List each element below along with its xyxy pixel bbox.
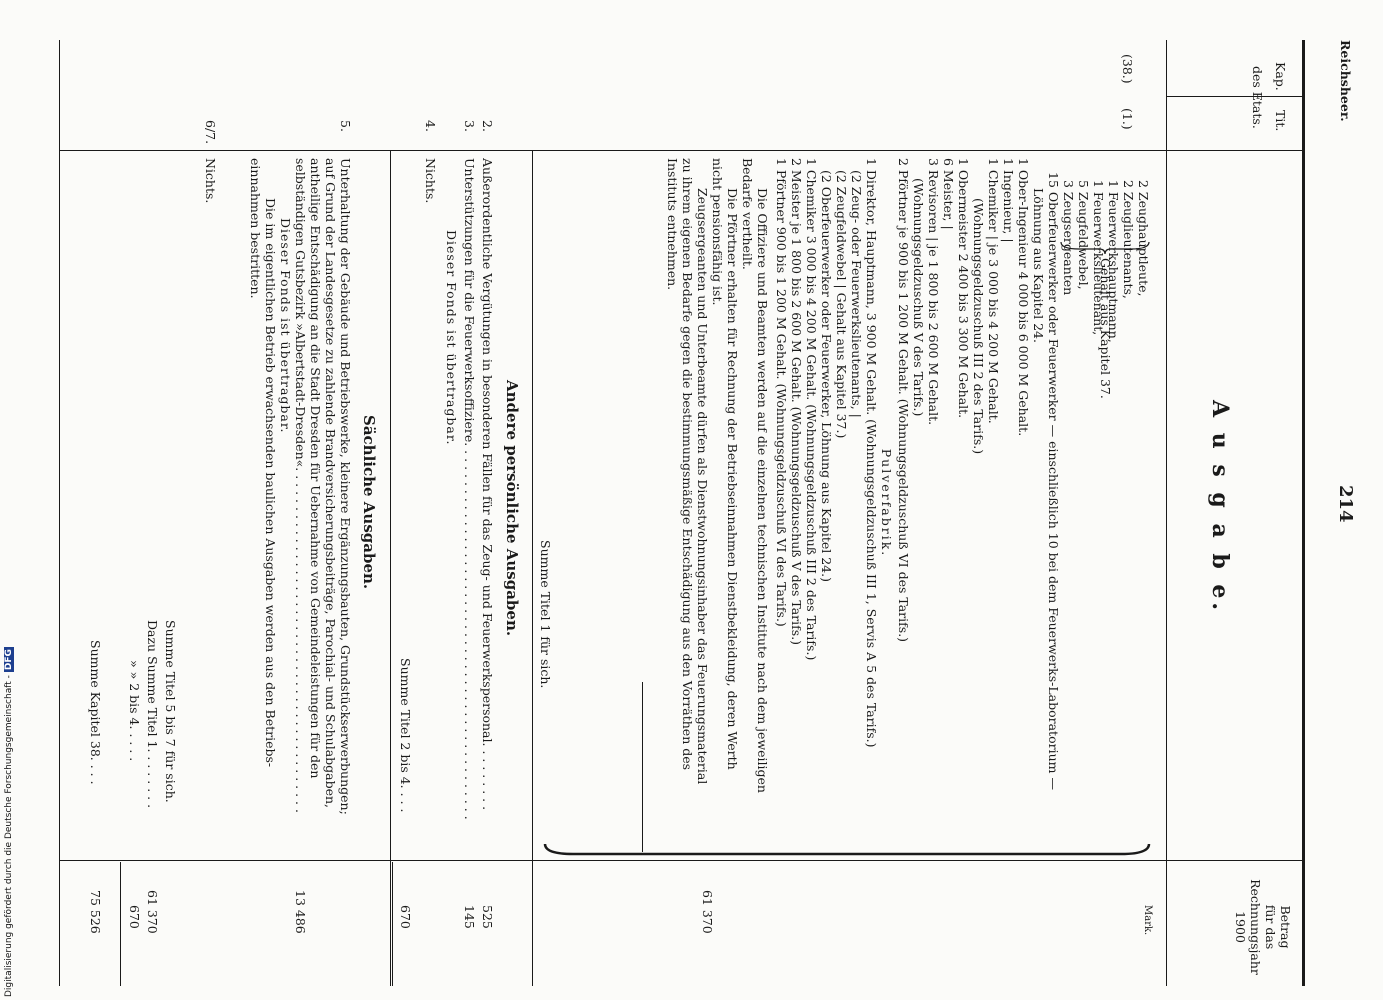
sum-dazu-1: Dazu Summe Titel 1. . . . . . . .	[145, 620, 160, 809]
text-line: 1 Ober-Ingenieur 4 000 bis 6 000 M Gehalt.	[1016, 158, 1031, 437]
col-betrag-line: Betrag	[1278, 905, 1293, 949]
text-line: 1 Obermeister 2 400 bis 3 300 M Gehalt.	[956, 158, 971, 419]
text-line: Löhnung aus Kapitel 24.	[1031, 188, 1046, 343]
bottom-rule	[59, 40, 60, 986]
titel-67-text: Nichts.	[203, 158, 218, 204]
section-title: A u s g a b e.	[1207, 400, 1233, 615]
section-rule	[532, 150, 533, 986]
top-rule	[1302, 40, 1305, 986]
sum-kapitel-38-value: 75 526	[88, 890, 103, 934]
col-tit: Tit.	[1273, 110, 1288, 132]
running-head: Reichsheer.	[1338, 40, 1353, 122]
titel-2-text: Außerordentliche Vergütungen in besonderen Fällen für das Zeug- und Feuerwerkspersonal. . . . . . . . .	[480, 158, 495, 811]
text-line: 2 Pförtner je 900 bis 1 200 M Gehalt. (Wohnungsgeldzuschuß VI des Tarifs.)	[896, 158, 911, 643]
sum-rule	[120, 862, 121, 986]
titel-1-body	[665, 158, 1151, 848]
text-line: 6 Meister, |	[941, 158, 956, 230]
sum-dazu-1-value: 61 370	[145, 890, 160, 934]
sachliche-heading: Sächliche Ausgaben.	[360, 415, 378, 590]
col-divider-right	[60, 860, 1305, 861]
sum-dazu-2-4: » » 2 bis 4. . . . .	[127, 660, 142, 762]
text-line: zu ihrem eigenen Bedarfe gegen die bestimmungsmäßige Entschädigung aus den Vorräthen des	[680, 158, 695, 771]
col-divider-left	[60, 150, 1305, 151]
dfg-logo-icon: DFG	[4, 649, 14, 671]
kap-number: (38.)	[1120, 54, 1135, 84]
text-line: (2 Zeugfeldwebel | Gehalt aus Kapitel 37.)	[834, 170, 849, 439]
text-line: Bedarfe vertheilt.	[740, 158, 755, 270]
col-betrag-line: 1900	[1233, 911, 1248, 943]
sum-titel-2-4-value: 670	[398, 905, 413, 929]
text-line: 1 Ingenieur, |	[1001, 158, 1016, 243]
titel-4-number: 4.	[423, 120, 438, 132]
bracket-icon	[543, 842, 1151, 858]
text-line: Dieser Fonds ist übertragbar.	[278, 218, 293, 434]
titel-3-note: Dieser Fonds ist übertragbar.	[444, 230, 459, 446]
sum-titel-1: Summe Titel 1 für sich.	[538, 540, 553, 689]
col-kap: Kap.	[1273, 62, 1288, 91]
text-line: einnahmen bestritten.	[248, 158, 263, 299]
text-line: auf Grund der Landesgesetze zu zahlende Brandversicherungsbeiträge, Parochial- und Schulabgaben,	[323, 158, 338, 809]
text-line: (2 Oberfeuerwerker oder Feuerwerker, Löhnung aus Kapitel 24.)	[819, 170, 834, 582]
text-line: Zeugsergeanten und Unterbeamte dürfen als Dienstwohnungsinhaber das Feuerungsmaterial	[695, 188, 710, 785]
header-bottom-rule	[1166, 40, 1167, 986]
text-line: 1 Chemiker 3 000 bis 4 200 M Gehalt. (Wohnungsgeldzuschuß III 2 des Tarifs.)	[804, 158, 819, 661]
text-line: 1 Direktor, Hauptmann, 3 900 M Gehalt. (Wohnungsgeldzuschuß III 1, Servis A 5 des Tarifs.)	[864, 158, 879, 748]
brace-icon	[1059, 240, 1151, 256]
col-betrag	[1233, 872, 1293, 982]
text-line: Instituts entnehmen.	[665, 158, 680, 291]
titel-3-text: Unterstützungen für die Feuerwerksoffiziere. . . . . . . . . . . . . . . . . . . . . . . . . . . . . . . . . . . . . . . . . . . . . . . .	[462, 158, 477, 820]
titel-2-value: 525	[480, 905, 495, 929]
tit-number: (1.)	[1120, 108, 1135, 130]
titel-67-number: 6/7.	[203, 120, 218, 145]
sum-rule	[642, 682, 643, 852]
col-divider-kap-tit	[1167, 96, 1303, 97]
text-line: 1 Feuerwerkshauptmann,	[1106, 180, 1121, 343]
titel-5-value: 13 486	[293, 890, 308, 934]
text-line: selbständigen Gutsbezirk »Albertstadt-Dresden«. . . . . . . . . . . . . . . . . . . . . . . . . . . . . . . . . . . . . . . . . . . .	[293, 158, 308, 813]
andere-heading: Andere persönliche Ausgaben.	[503, 380, 521, 637]
sum-titel-2-4: Summe Titel 2 bis 4. . . .	[398, 658, 413, 813]
pulverfabrik-heading: Pulverfabrik.	[879, 448, 894, 558]
text-line: 1 Feuerwerkslieutenant,	[1091, 180, 1106, 336]
text-line: 2 Zeughauptleute,	[1136, 180, 1151, 297]
brace-right-label: Gehalt aus Kapitel 37.	[1098, 258, 1113, 399]
col-betrag-line: Rechnungsjahr	[1248, 879, 1263, 975]
text-line: (Wohnungsgeldzuschuß V des Tarifs.)	[911, 178, 926, 417]
titel-3-value: 145	[462, 905, 477, 929]
text-line: 1 Chemiker | je 3 000 bis 4 200 M Gehalt.	[986, 158, 1001, 424]
titel-2-number: 2.	[480, 120, 495, 132]
titel-1-value: 61 370	[700, 890, 715, 934]
text-line: 2 Zeuglieutenants,	[1121, 180, 1136, 299]
col-mark: Mark.	[1142, 905, 1153, 936]
titel-3-number: 3.	[462, 120, 477, 132]
text-line: Die im eigentlichen Betrieb erwachsenden baulichen Ausgaben werden aus den Betriebs-	[263, 198, 278, 768]
text-line: 3 Zeugsergeanten	[1061, 180, 1076, 296]
text-line: Die Offiziere und Beamten werden auf die einzelnen technischen Institute nach dem jeweiligen	[755, 188, 770, 793]
sum-titel-5-7: Summe Titel 5 bis 7 für sich.	[163, 620, 178, 803]
sum-dazu-2-4-value: 670	[127, 905, 142, 929]
page-number: 214	[1335, 485, 1356, 523]
titel-5-number: 5.	[338, 120, 353, 132]
titel-4-text: Nichts.	[423, 158, 438, 204]
text-line: (Wohnungsgeldzuschuß III 2 des Tarifs.)	[971, 198, 986, 455]
sum-rule	[392, 862, 393, 986]
dfg-footer	[4, 647, 14, 997]
text-line: nicht pensionsfähig ist.	[710, 158, 725, 306]
col-betrag-line: für das	[1263, 904, 1278, 950]
section-rule	[390, 150, 391, 986]
text-line: 5 Zeugfeldwebel,	[1076, 180, 1091, 290]
dfg-footer-text: Digitalisierung gefördert durch die Deutsche Forschungsgemeinschaft -	[4, 675, 14, 997]
text-line: 15 Oberfeuerwerker oder Feuerwerker — einschließlich 10 bei dem Feuerwerks-Laboratorium —	[1046, 172, 1061, 790]
text-line: 2 Meister je 1 800 bis 2 600 M Gehalt. (Wohnungsgeldzuschuß V des Tarifs.)	[789, 158, 804, 646]
text-line: Die Pförtner erhalten für Rechnung der Betriebseinnahmen Dienstbekleidung, deren Werth	[725, 188, 740, 770]
text-line: Unterhaltung der Gebäude und Betriebswerke, kleinere Ergänzungsbauten, Grundstückserwerbungen;	[338, 158, 353, 815]
col-etats: des Etats.	[1250, 66, 1265, 129]
text-line: (2 Zeug- oder Feuerwerkslieutenants, |	[849, 170, 864, 418]
text-line: 3 Revisoren | je 1 800 bis 2 600 M Gehalt.	[926, 158, 941, 426]
titel-5-text	[248, 158, 353, 848]
text-line: antheilige Entschädigung an die Stadt Dresden für Uebernahme von Gemeindeleistungen für den	[308, 158, 323, 779]
text-line: 1 Pförtner 900 bis 1 200 M Gehalt. (Wohnungsgeldzuschuß VI des Tarifs.)	[774, 158, 789, 627]
sum-kapitel-38: Summe Kapitel 38. . . .	[88, 640, 103, 785]
